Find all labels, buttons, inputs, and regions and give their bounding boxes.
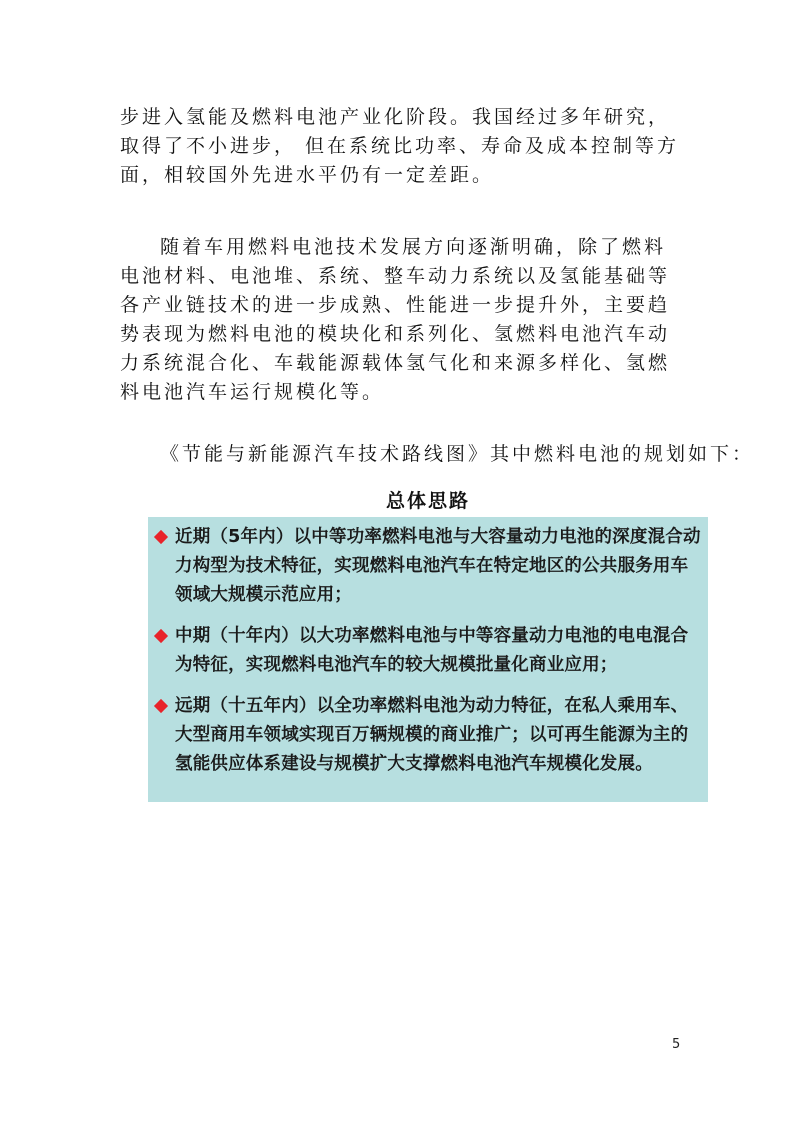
- page-number: 5: [672, 1037, 681, 1052]
- plan-item-text: 远期（十五年内）以全功率燃料电池为动力特征，在私人乘用车、大型商用车领域实现百万辆规模的商业推广；以可再生能源为主的氢能供应体系建设与规模扩大支撑燃料电池汽车规模化发展。: [175, 696, 689, 774]
- red-diamond-bullet-icon: [154, 629, 168, 643]
- plan-item-text: 中期（十年内）以大功率燃料电池与中等容量动力电池的电电混合为特征，实现燃料电池汽车的较大规模批量化商业应用；: [175, 626, 689, 675]
- paragraph-3: 《节能与新能源汽车技术路线图》其中燃料电池的规划如下：: [160, 443, 755, 465]
- plan-title: 总体思路: [385, 490, 470, 512]
- paragraph-2: 随着车用燃料电池技术发展方向逐渐明确，除了燃料电池材料、电池堆、系统、整车动力系统以及氢能基础等各产业链技术的进一步成熟、性能进一步提升外，主要趋势表现为燃料电池的模块化和系列化、氢燃料电池汽车动力系统混合化、车载能源载体氢气化和来源多样化、氢燃料电池汽车运行规模化等。: [120, 236, 671, 403]
- red-diamond-bullet-icon: [154, 699, 168, 713]
- plan-item-long-term: [154, 692, 702, 779]
- red-diamond-bullet-icon: [154, 530, 168, 544]
- plan-item-mid-term: [154, 622, 702, 680]
- plan-box: [148, 517, 708, 802]
- plan-item-near-term: [154, 523, 702, 610]
- plan-item-text: 近期（5年内）以中等功率燃料电池与大容量动力电池的深度混合动力构型为技术特征，实现燃料电池汽车在特定地区的公共服务用车领域大规模示范应用；: [175, 527, 701, 605]
- paragraph-1: 步进入氢能及燃料电池产业化阶段。我国经过多年研究， 取得了不小进步， 但在系统比功率、寿命及成本控制等方面，相较国外先进水平仍有一定差距。: [120, 106, 680, 186]
